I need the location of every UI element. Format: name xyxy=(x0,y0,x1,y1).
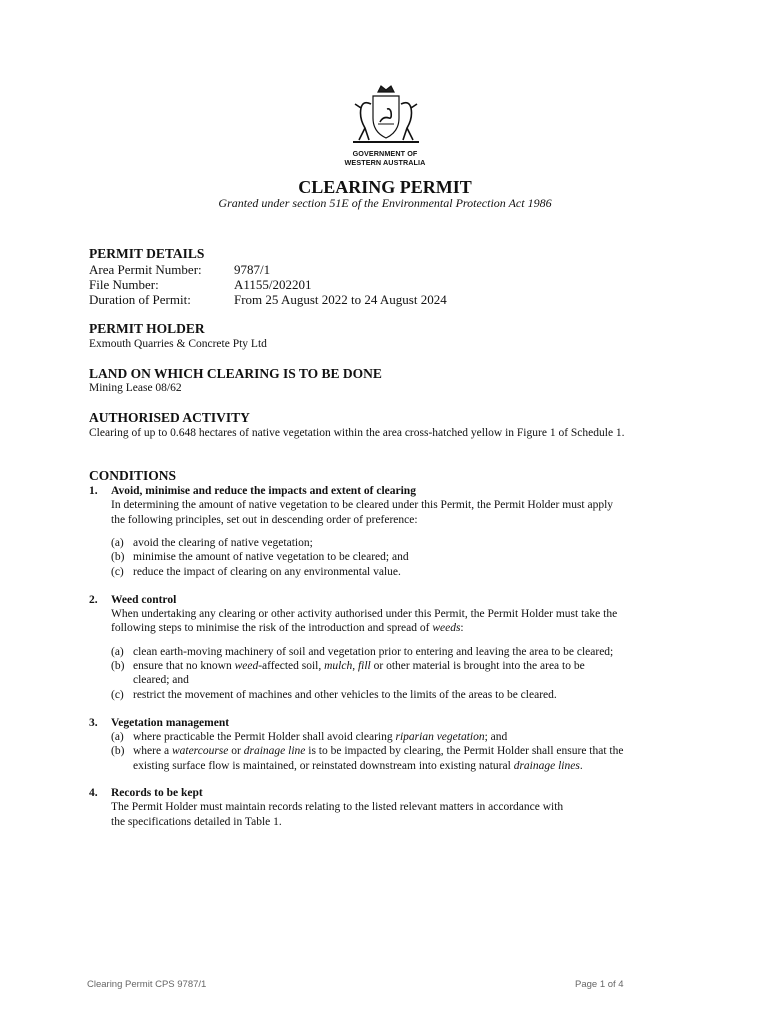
defined-term: riparian vegetation xyxy=(395,731,485,743)
condition-number: 2. xyxy=(89,594,98,606)
defined-term: weed xyxy=(234,660,259,672)
condition-text: The Permit Holder must maintain records relating to the listed relevant matters in accordance with xyxy=(111,801,564,813)
condition-number: 3. xyxy=(89,717,98,729)
text-run: or other material is brought into the area to be xyxy=(370,660,585,672)
text-run: following steps to minimise the risk of the introduction and spread of xyxy=(111,622,433,634)
list-item xyxy=(133,659,585,674)
defined-term: watercourse xyxy=(171,745,229,757)
list-item: reduce the impact of clearing on any environmental value. xyxy=(133,566,401,578)
condition-number: 4. xyxy=(89,787,98,799)
text-run: ensure that no known xyxy=(133,660,235,672)
list-marker: (c) xyxy=(111,566,124,578)
activity-heading: AUTHORISED ACTIVITY xyxy=(89,410,250,425)
list-marker: (b) xyxy=(111,551,125,563)
list-marker: (b) xyxy=(111,745,125,757)
footer-permit-id: Clearing Permit CPS 9787/1 xyxy=(87,979,207,990)
text-run: -affected soil, xyxy=(258,660,325,672)
detail-value: A1155/202201 xyxy=(234,277,312,292)
condition-title: Vegetation management xyxy=(111,717,230,729)
text-run: or xyxy=(228,745,244,757)
page-title: CLEARING PERMIT xyxy=(298,177,472,197)
gov-line-2: WESTERN AUSTRALIA xyxy=(344,158,426,167)
condition-title: Records to be kept xyxy=(111,787,203,799)
defined-term: mulch xyxy=(324,660,353,672)
conditions-heading: CONDITIONS xyxy=(89,468,177,483)
page-subtitle: Granted under section 51E of the Environmental Protection Act 1986 xyxy=(218,196,552,210)
text-run: : xyxy=(460,622,464,634)
government-label xyxy=(300,149,470,167)
condition-title: Avoid, minimise and reduce the impacts and extent of clearing xyxy=(111,485,416,497)
list-item: restrict the movement of machines and other vehicles to the limits of the areas to be cleared. xyxy=(133,689,557,701)
detail-value: 9787/1 xyxy=(234,262,271,277)
text-run: . xyxy=(579,760,583,772)
condition-text: When undertaking any clearing or other activity authorised under this Permit, the Permit Holder must take the xyxy=(111,608,618,620)
defined-term: drainage lines xyxy=(513,760,580,772)
list-item xyxy=(133,744,623,759)
condition-text: In determining the amount of native vegetation to be cleared under this Permit, the Permit Holder must apply xyxy=(111,499,614,511)
condition-text xyxy=(111,621,464,636)
defined-term: drainage line xyxy=(243,745,306,757)
coat-of-arms-logo xyxy=(345,82,427,148)
list-marker: (a) xyxy=(111,731,124,743)
list-item-continued xyxy=(133,759,583,774)
text-run: existing surface flow is maintained, or reinstated downstream into existing natural xyxy=(133,760,514,772)
land-text: Mining Lease 08/62 xyxy=(89,382,182,394)
permit-holder-name: Exmouth Quarries & Concrete Pty Ltd xyxy=(89,338,267,350)
permit-details-heading: PERMIT DETAILS xyxy=(89,246,205,261)
text-run: where practicable the Permit Holder shall avoid clearing xyxy=(133,731,396,743)
text-run: ; and xyxy=(484,731,508,743)
defined-term: fill xyxy=(357,660,371,672)
text-run: , xyxy=(352,660,358,672)
land-heading: LAND ON WHICH CLEARING IS TO BE DONE xyxy=(89,366,382,381)
permit-holder-heading: PERMIT HOLDER xyxy=(89,321,205,336)
condition-number: 1. xyxy=(89,485,98,497)
list-marker: (a) xyxy=(111,646,124,658)
detail-label: Duration of Permit: xyxy=(89,292,191,307)
list-item: avoid the clearing of native vegetation; xyxy=(133,537,313,549)
gov-line-1: GOVERNMENT OF xyxy=(352,149,418,158)
condition-text: the specifications detailed in Table 1. xyxy=(111,816,282,828)
list-item-continued: cleared; and xyxy=(133,674,189,686)
list-marker: (b) xyxy=(111,660,125,672)
text-run: is to be impacted by clearing, the Permit Holder shall ensure that the xyxy=(305,745,624,757)
list-item: minimise the amount of native vegetation to be cleared; and xyxy=(133,551,409,563)
condition-title: Weed control xyxy=(111,594,177,606)
list-item: clean earth-moving machinery of soil and vegetation prior to entering and leaving the area to be cleared; xyxy=(133,646,614,658)
activity-text: Clearing of up to 0.648 hectares of native vegetation within the area cross-hatched yellow in Figure 1 of Schedule 1. xyxy=(89,427,625,439)
list-marker: (c) xyxy=(111,689,124,701)
condition-text: the following principles, set out in descending order of preference: xyxy=(111,514,418,526)
defined-term: weeds xyxy=(432,622,461,634)
detail-label: File Number: xyxy=(89,277,159,292)
list-item xyxy=(133,730,507,745)
text-run: where a xyxy=(133,745,172,757)
detail-label: Area Permit Number: xyxy=(89,262,202,277)
page-number: Page 1 of 4 xyxy=(575,979,624,990)
detail-value: From 25 August 2022 to 24 August 2024 xyxy=(234,292,447,307)
list-marker: (a) xyxy=(111,537,124,549)
